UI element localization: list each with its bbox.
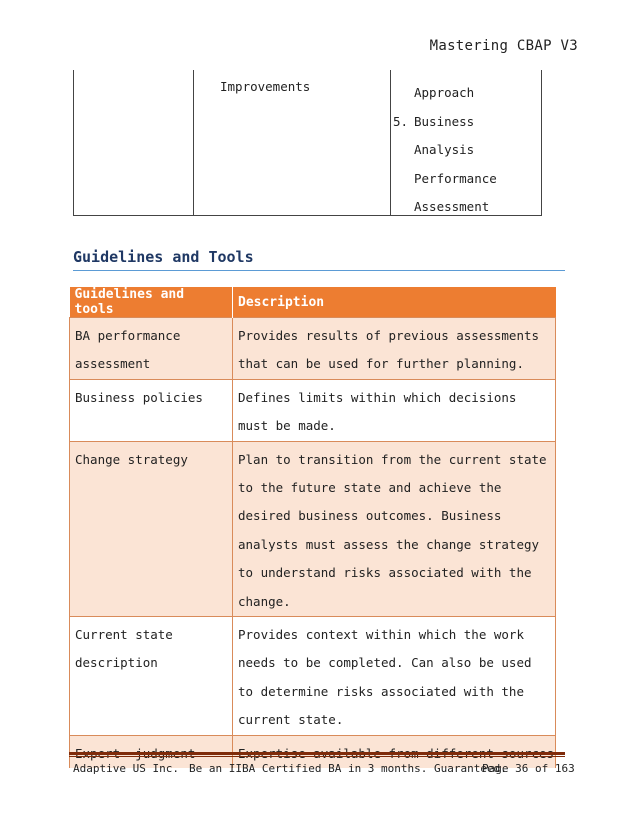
column-divider [193,70,194,215]
tool-cell: Change strategy [70,441,233,616]
column-divider [390,70,391,215]
approach-line: Analysis [414,142,475,157]
approach-line: 5. Business [393,113,475,129]
description-cell: Provides results of previous assessments that can be used for further planning. [233,318,556,380]
footer-rule [69,752,565,755]
continuation-table [73,70,542,216]
header-cell-description: Description [233,287,556,318]
table-row [70,441,556,616]
table-header-row [70,287,556,318]
footer-page-number: Page 36 of 163 [482,762,575,775]
heading-underline [73,270,565,271]
page-header-title: Mastering CBAP V3 [429,38,578,54]
footer-company: Adaptive US Inc. [73,762,179,775]
approach-line: Performance [414,170,497,186]
approach-line: Assessment [414,199,490,214]
tool-cell: Current state description [70,617,233,736]
guidelines-table [69,287,556,768]
section-heading: Guidelines and Tools [73,248,254,266]
table-row [70,379,556,441]
table-row [70,318,556,380]
description-cell: Plan to transition from the current state to the future state and achieve the desired business outcomes. Business analysts must assess the change strategy to understand risks associated with the change. [233,441,556,616]
improvements-cell: Improvements [220,79,311,94]
table-row [70,617,556,736]
tool-cell: BA performance assessment [70,318,233,380]
approach-line: Approach [414,85,475,100]
footer-rule-thin [69,756,565,757]
footer-tagline: Be an IIBA Certified BA in 3 months. Guaranteed. [189,762,507,775]
approach-cell [393,79,497,222]
description-cell: Provides context within which the work needs to be completed. Can also be used to determine risks associated with the current state. [233,617,556,736]
description-cell: Defines limits within which decisions must be made. [233,379,556,441]
header-cell-tools: Guidelines and tools [70,287,233,318]
tool-cell: Business policies [70,379,233,441]
